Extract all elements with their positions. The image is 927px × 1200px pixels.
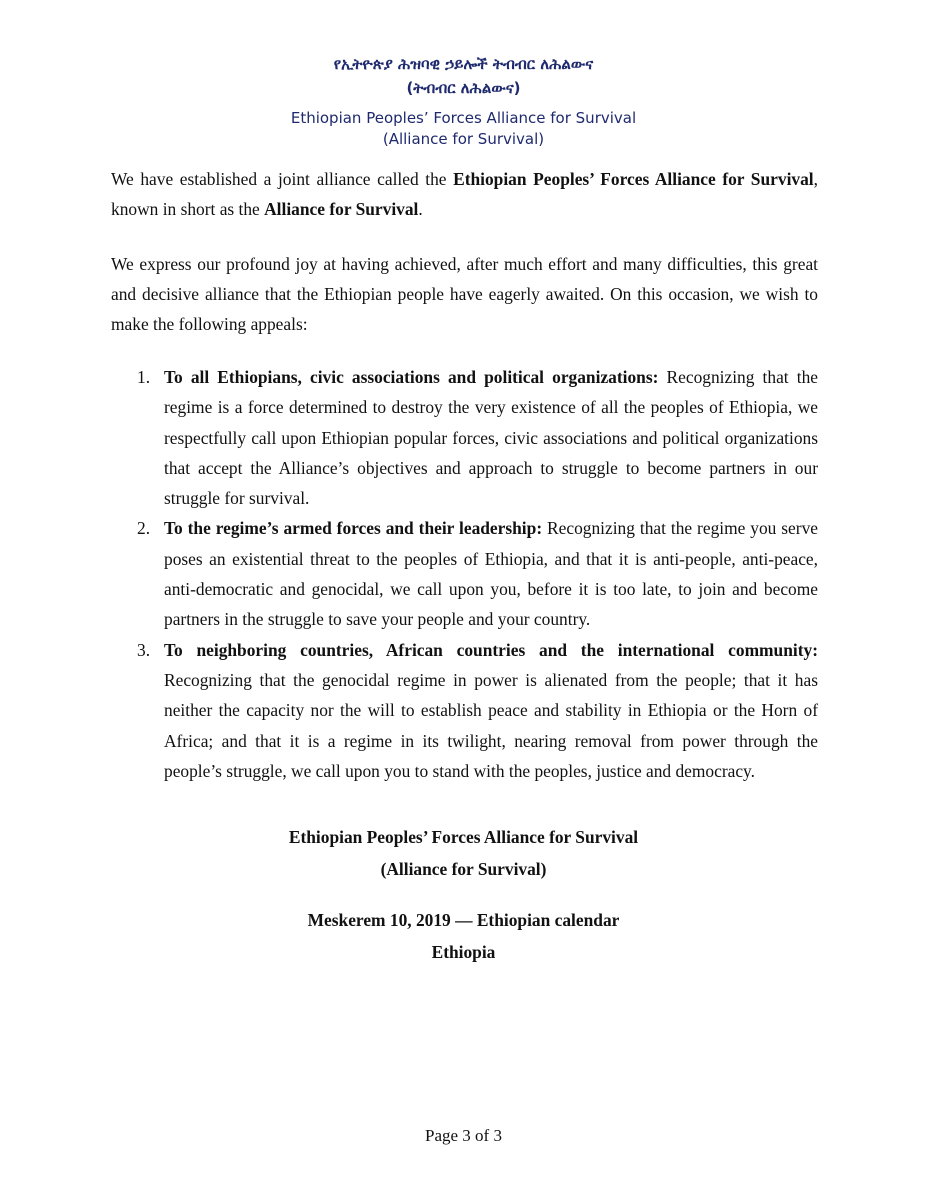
intro-text-1: We have established a joint alliance called the	[111, 169, 454, 189]
appeal-intro-paragraph: We express our profound joy at having achieved, after much effort and many difficulties, this great and decisive alliance that the Ethiopian people have eagerly awaited. On this occasion, we wish to make the following appeals:	[111, 254, 818, 334]
appeals-list	[111, 362, 818, 786]
signature-short-name: (Alliance for Survival)	[380, 859, 547, 879]
list-item	[111, 513, 818, 634]
appeal-text: Recognizing that the regime is a force determined to destroy the very existence of all the peoples of Ethiopia, we respectfully call upon Ethiopian popular forces, civic associations and political organizations that accept the Alliance’s objectives and approach to struggle to become partners in our struggle for survival.	[164, 367, 818, 509]
amharic-header	[0, 52, 927, 100]
appeal-heading: To neighboring countries, African countries and the international community:	[164, 639, 818, 660]
signature-name: Ethiopian Peoples’ Forces Alliance for Survival	[288, 827, 639, 847]
place-line: Ethiopia	[431, 942, 496, 962]
appeal-number: 2.	[137, 518, 151, 539]
appeal-number: 1.	[137, 367, 151, 387]
english-short-title: (Alliance for Survival)	[382, 130, 545, 148]
intro-text-2: , known in short as the	[111, 169, 818, 219]
appeal-heading: To all Ethiopians, civic associations and political organizations:	[164, 367, 659, 387]
intro-paragraph	[111, 164, 818, 224]
english-header	[0, 108, 927, 150]
appeal-number: 3.	[137, 639, 151, 660]
amharic-short-title: (ትብብር ለሕልውና)	[406, 79, 521, 97]
list-item	[111, 635, 818, 786]
date-block	[0, 904, 927, 968]
signature-block	[0, 821, 927, 885]
page-number: Page 3 of 3	[425, 1126, 502, 1145]
intro-bold-short-name: Alliance for Survival	[264, 199, 419, 219]
english-title: Ethiopian Peoples’ Forces Alliance for Survival	[290, 109, 637, 127]
appeal-text: Recognizing that the genocidal regime in power is alienated from the people; that it has neither the capacity nor the will to establish peace and stability in Ethiopia or the Horn of Africa; and that it is a regime in its twilight, nearing removal from power through the people’s struggle, we call upon you to stand with the peoples, justice and democracy.	[164, 669, 818, 781]
amharic-title: የኢትዮጵያ ሕዝባዊ ኃይሎች ትብብር ለሕልውና	[333, 55, 594, 73]
list-item	[111, 362, 818, 513]
appeal-heading: To the regime’s armed forces and their leadership:	[164, 518, 543, 539]
appeal-text: Recognizing that the regime you serve poses an existential threat to the peoples of Ethiopia, and that it is anti-people, anti-peace, anti-democratic and genocidal, we call upon you, before it is too late, to join and become partners in the struggle to save your people and your country.	[164, 518, 818, 630]
date-line: Meskerem 10, 2019 — Ethiopian calendar	[307, 910, 620, 930]
intro-bold-alliance-name: Ethiopian Peoples’ Forces Alliance for Survival	[453, 169, 814, 189]
intro-text-3: .	[418, 199, 423, 219]
